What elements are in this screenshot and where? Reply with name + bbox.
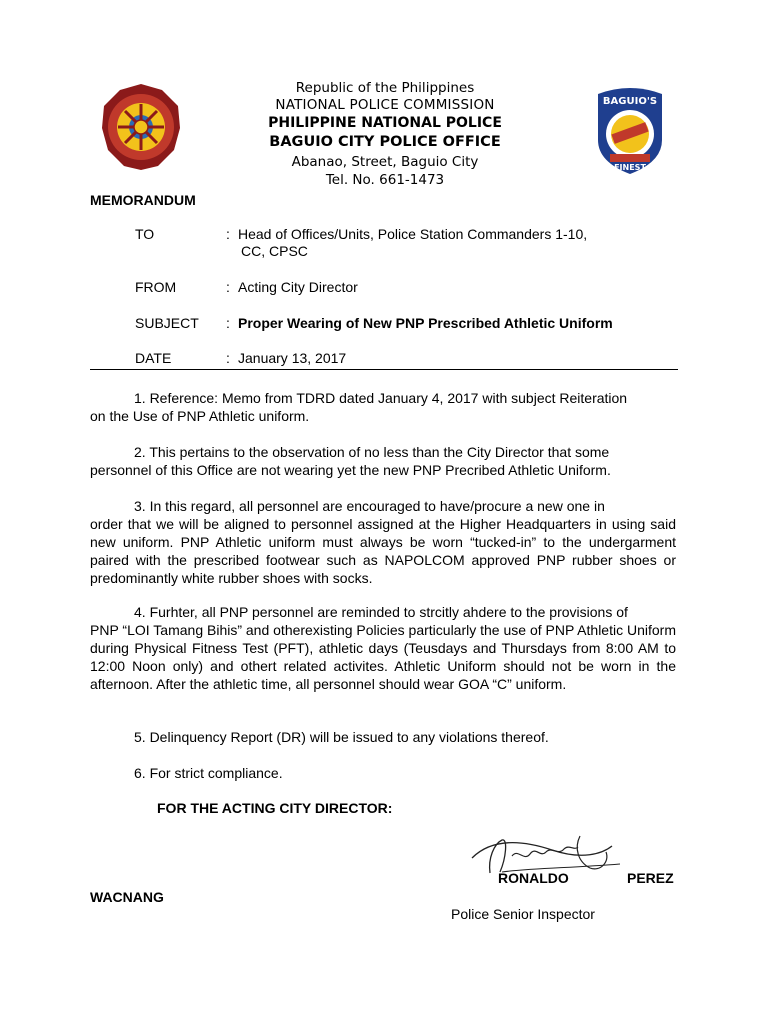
paragraph-1-first: 1. Reference: Memo from TDRD dated January 4, 2017 with subject Reiteration — [134, 390, 628, 406]
paragraph-3-rest: order that we will be aligned to personnel assigned at the Higher Headquarters in using said new uniform. PNP Athletic uniform must always be worn “tucked-in” to the undergarment paired with the prescribed footwear such as NAPOLCOM approved PNP rubber shoes or predominantly white rubber shoes with socks. — [90, 516, 676, 586]
from-label: FROM — [135, 279, 177, 295]
signatory-name-wrap: WACNANG — [90, 889, 164, 905]
paragraph-4-first: 4. Furhter, all PNP personnel are reminded to strcitly ahdere to the provisions of — [134, 604, 628, 620]
date-value: January 13, 2017 — [238, 350, 347, 366]
subject-label: SUBJECT — [135, 315, 199, 331]
header-office: BAGUIO CITY POLICE OFFICE — [269, 134, 501, 150]
baguio-finest-badge-logo — [590, 84, 670, 176]
to-value — [238, 226, 658, 260]
paragraph-4 — [90, 603, 676, 693]
paragraph-6-text: 6. For strict compliance. — [134, 765, 283, 781]
paragraph-5-text: 5. Delinquency Report (DR) will be issued to any violations thereof. — [134, 729, 549, 745]
signatory-rank: Police Senior Inspector — [451, 906, 595, 922]
to-colon: : — [226, 226, 230, 242]
from-colon: : — [226, 279, 230, 295]
header-napolcom: NATIONAL POLICE COMMISSION — [275, 97, 495, 113]
paragraph-1-rest: on the Use of PNP Athletic uniform. — [90, 408, 310, 424]
to-value-line2: CC, CPSC — [241, 243, 308, 259]
paragraph-2 — [90, 443, 676, 479]
to-label: TO — [135, 226, 155, 242]
header-republic: Republic of the Philippines — [295, 80, 475, 96]
pnp-seal-logo — [100, 82, 182, 172]
header-address: Abanao, Street, Baguio City — [291, 154, 479, 170]
from-value: Acting City Director — [238, 279, 358, 295]
badge-bottom-text: FINEST — [614, 163, 646, 172]
subject-colon: : — [226, 315, 230, 331]
for-acting-city-director: FOR THE ACTING CITY DIRECTOR: — [157, 800, 393, 816]
subject-value: Proper Wearing of New PNP Prescribed Athletic Uniform — [238, 315, 613, 331]
date-label: DATE — [135, 350, 172, 366]
header-divider — [90, 369, 678, 370]
paragraph-3 — [90, 497, 676, 587]
paragraph-1 — [90, 389, 676, 425]
badge-top-text: BAGUIO'S — [602, 96, 658, 107]
paragraph-6 — [90, 764, 676, 782]
memo-title: MEMORANDUM — [90, 192, 196, 208]
paragraph-4-rest: PNP “LOI Tamang Bihis” and otherexisting Policies particularly the use of PNP Athletic Uniform during Physical Fitness Test (PFT), athletic days (Teusdays and Thursdays from 8:00 AM to 12:00 Noon only) and othert related activites. Athletic Uniform should not be worn in the afternoon. After the athletic time, all personnel should wear GOA “C” uniform. — [90, 622, 676, 692]
signatory-first-name: RONALDO — [498, 870, 569, 886]
paragraph-2-first: 2. This pertains to the observation of no less than the City Director that some — [134, 444, 610, 460]
date-colon: : — [226, 350, 230, 366]
paragraph-2-rest: personnel of this Office are not wearing yet the new PNP Precribed Athletic Uniform. — [90, 462, 611, 478]
paragraph-3-first: 3. In this regard, all personnel are encouraged to have/procure a new one in — [134, 498, 605, 514]
paragraph-5 — [90, 728, 676, 746]
header-pnp: PHILIPPINE NATIONAL POLICE — [268, 115, 502, 131]
to-value-line1: Head of Offices/Units, Police Station Commanders 1-10, — [238, 226, 588, 242]
signatory-last-name: PEREZ — [627, 870, 674, 886]
header-telephone: Tel. No. 661-1473 — [325, 172, 445, 188]
